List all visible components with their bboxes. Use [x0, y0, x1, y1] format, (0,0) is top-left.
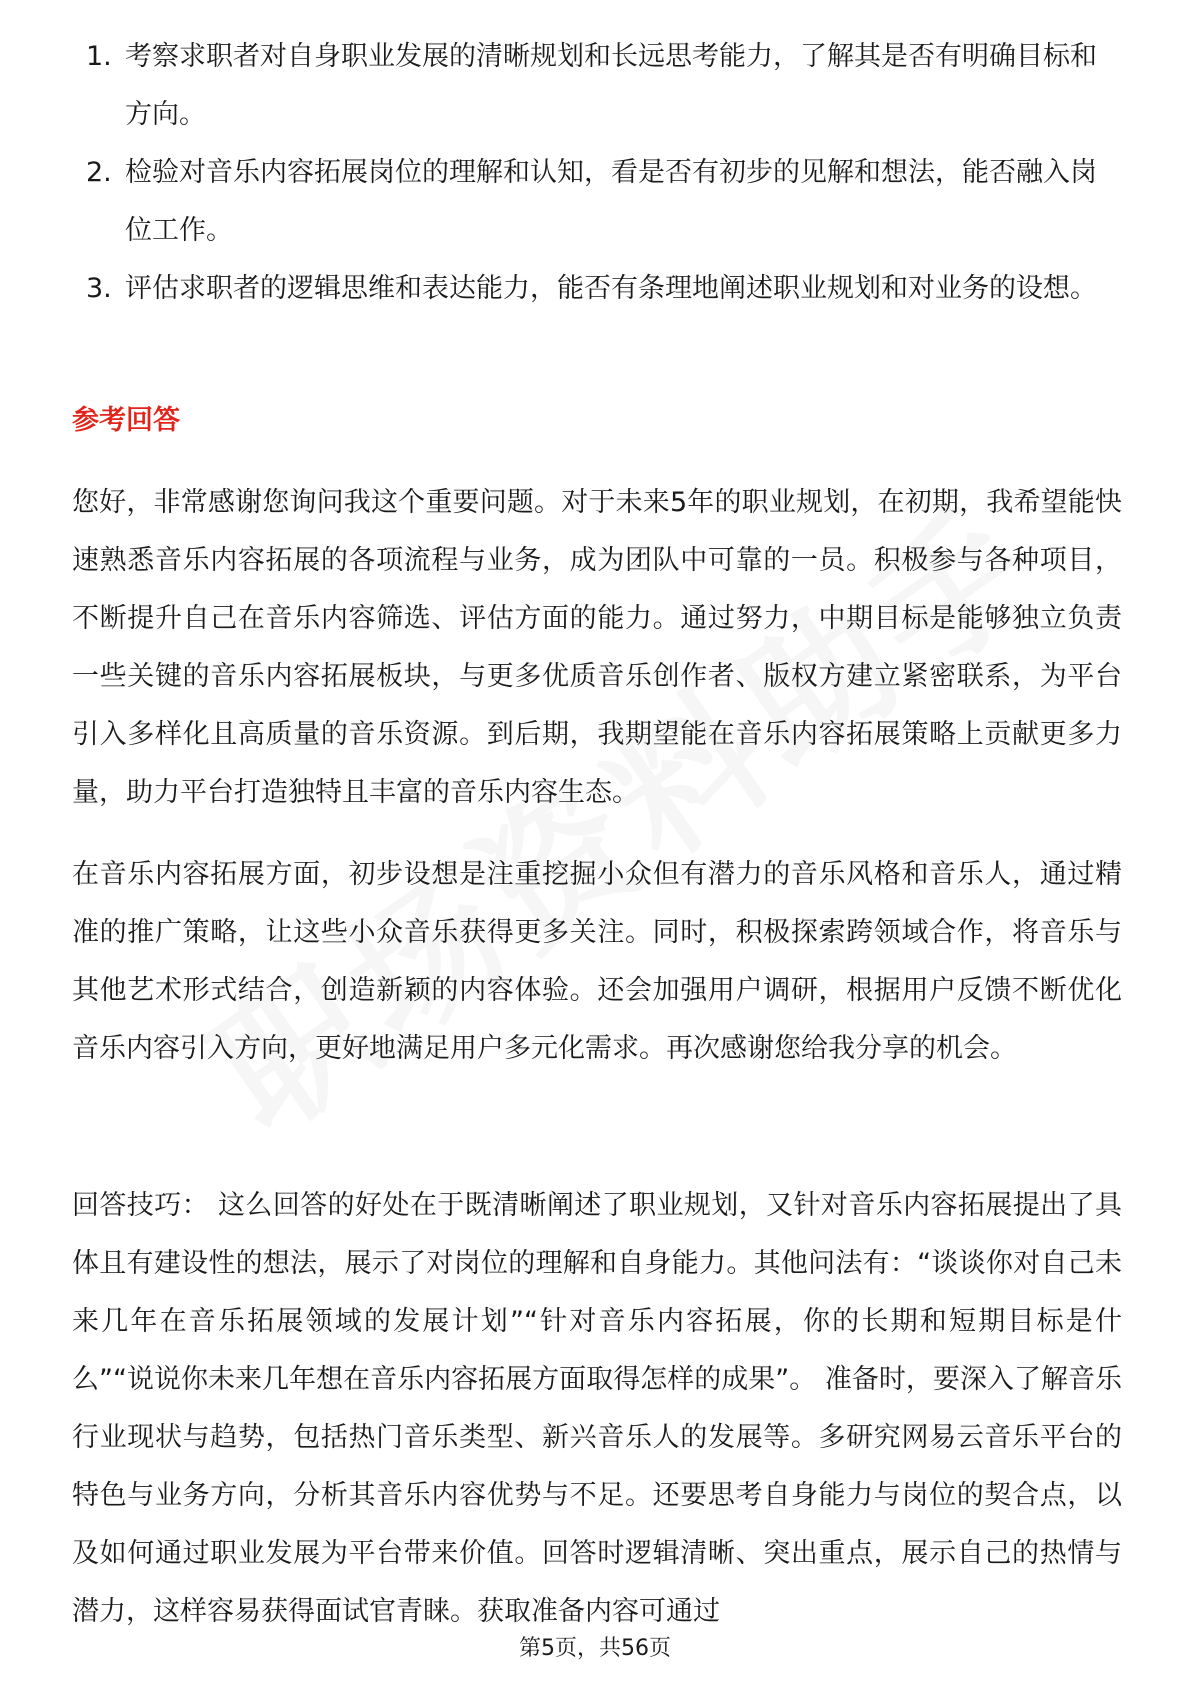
list-number: 3.: [86, 273, 112, 304]
page-number: 第5页，共56页: [519, 1636, 671, 1661]
list-item: [72, 28, 1122, 144]
list-text: 评估求职者的逻辑思维和表达能力，能否有条理地阐述职业规划和对业务的设想。: [125, 273, 1097, 304]
list-number: 2.: [86, 157, 112, 188]
tips-paragraph: 回答技巧： 这么回答的好处在于既清晰阐述了职业规划，又针对音乐内容拓展提出了具体且有建设性的想法，展示了对岗位的理解和自身能力。其他问法有：“谈谈你对自己未来几年在音乐拓展领域的发展计划”“针对音乐内容拓展，你的长期和短期目标是什么”“说说你未来几年想在音乐内容拓展方面取得怎样的成果”。 准备时，要深入了解音乐行业现状与趋势，包括热门音乐类型、新兴音乐人的发展等。多研究网易云音乐平台的特色与业务方向，分析其音乐内容优势与不足。还要思考自身能力与岗位的契合点，以及如何通过职业发展为平台带来价值。回答时逻辑清晰、突出重点，展示自己的热情与潜力，这样容易获得面试官青睐。获取准备内容可通过: [72, 1190, 1122, 1627]
list-item: [72, 260, 1122, 318]
answer-paragraph: 在音乐内容拓展方面，初步设想是注重挖掘小众但有潜力的音乐风格和音乐人，通过精准的推广策略，让这些小众音乐获得更多关注。同时，积极探索跨领域合作，将音乐与其他艺术形式结合，创造新颖的内容体验。还会加强用户调研，根据用户反馈不断优化音乐内容引入方向，更好地满足用户多元化需求。再次感谢您给我分享的机会。: [72, 859, 1122, 1064]
evaluation-criteria-list: [72, 28, 1122, 318]
section-title: 参考回答: [72, 405, 180, 436]
list-text: 检验对音乐内容拓展岗位的理解和认知，看是否有初步的见解和想法，能否融入岗位工作。: [125, 157, 1097, 246]
list-number: 1.: [86, 41, 112, 72]
list-item: [72, 144, 1122, 260]
answer-paragraph: 您好，非常感谢您询问我这个重要问题。对于未来5年的职业规划，在初期，我希望能快速熟悉音乐内容拓展的各项流程与业务，成为团队中可靠的一员。积极参与各种项目，不断提升自己在音乐内容筛选、评估方面的能力。通过努力，中期目标是能够独立负责一些关键的音乐内容拓展板块，与更多优质音乐创作者、版权方建立紧密联系，为平台引入多样化且高质量的音乐资源。到后期，我期望能在音乐内容拓展策略上贡献更多力量，助力平台打造独特且丰富的音乐内容生态。: [72, 487, 1122, 808]
list-text: 考察求职者对自身职业发展的清晰规划和长远思考能力，了解其是否有明确目标和方向。: [125, 41, 1097, 130]
